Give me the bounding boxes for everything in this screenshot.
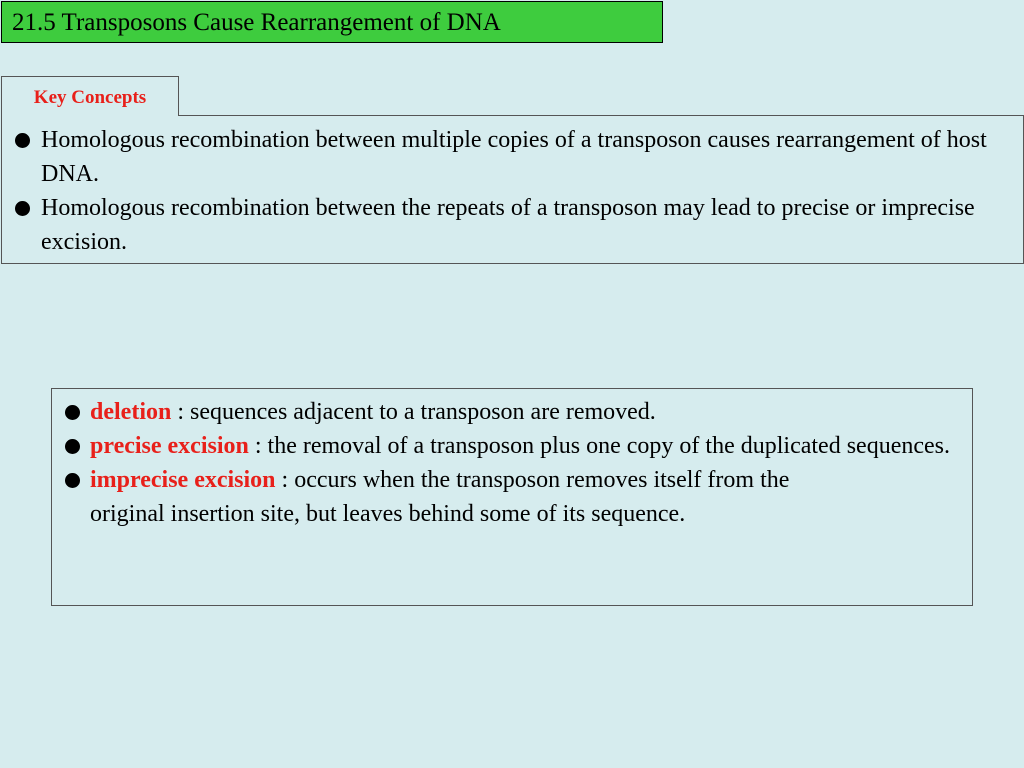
bullet-icon bbox=[65, 405, 80, 420]
bullet-icon bbox=[65, 473, 80, 488]
key-concept-text: Homologous recombination between multiple copies of a transposon causes rearrangement of host DNA. bbox=[41, 127, 987, 187]
key-concepts-label: Key Concepts bbox=[33, 87, 147, 108]
definition-text: : occurs when the transposon removes itself from the original insertion site, but leaves behind some of its sequence. bbox=[90, 467, 790, 527]
bullet-icon bbox=[65, 439, 80, 454]
definition-term: imprecise excision bbox=[90, 467, 276, 493]
definition-term: deletion bbox=[90, 399, 172, 425]
key-concepts-tab bbox=[1, 76, 179, 116]
definition-text: : sequences adjacent to a transposon are removed. bbox=[171, 399, 656, 425]
definition-item-precise-excision bbox=[90, 429, 950, 463]
definition-item-imprecise-excision bbox=[90, 463, 950, 531]
definition-term: precise excision bbox=[90, 433, 249, 459]
slide-title-bar bbox=[1, 1, 663, 43]
bullet-icon bbox=[15, 201, 30, 216]
definition-text: : the removal of a transposon plus one copy of the duplicated sequences. bbox=[248, 433, 950, 459]
key-concepts-box bbox=[1, 115, 1024, 264]
definitions-list bbox=[90, 395, 950, 531]
key-concept-text: Homologous recombination between the repeats of a transposon may lead to precise or imprecise excision. bbox=[41, 195, 975, 255]
definitions-box bbox=[51, 388, 973, 606]
key-concepts-list bbox=[41, 123, 1001, 259]
definition-item-deletion bbox=[90, 395, 950, 429]
key-concept-item bbox=[41, 191, 1001, 259]
key-concept-item bbox=[41, 123, 1001, 191]
slide-title: 21.5 Transposons Cause Rearrangement of DNA bbox=[12, 9, 501, 36]
bullet-icon bbox=[15, 133, 30, 148]
